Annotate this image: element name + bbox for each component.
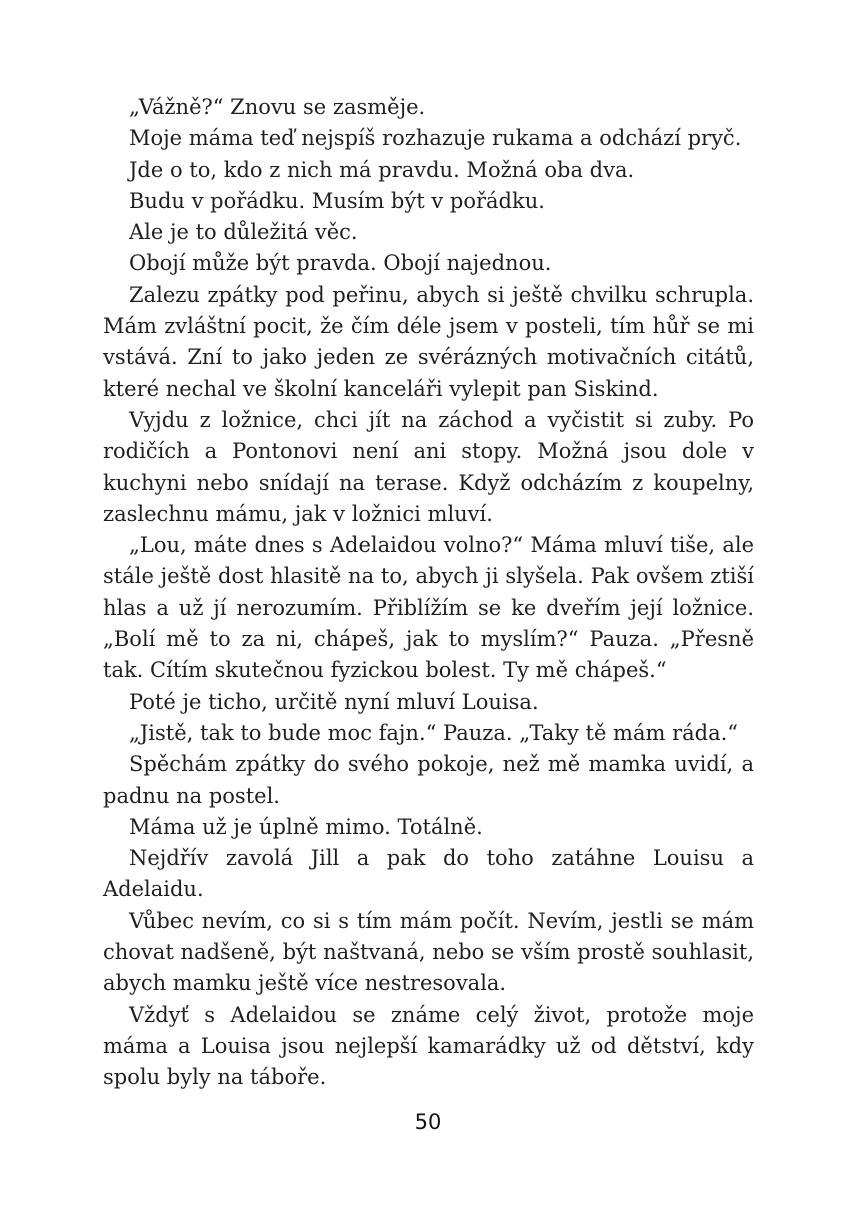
paragraph: Nejdřív zavolá Jill a pak do toho zatáhne Louisu a Adelaidu.: [103, 846, 754, 902]
paragraph: „Vážně?“ Znovu se zasměje.: [129, 95, 426, 119]
paragraph: „Jistě, tak to bude moc fajn.“ Pauza. „Taky tě mám ráda.“: [129, 720, 738, 745]
page-text: [103, 92, 754, 1094]
paragraph: Máma už je úplně mimo. Totálně.: [129, 814, 483, 839]
paragraph: Vůbec nevím, co si s tím mám počít. Nevím, jestli se mám chovat nadšeně, být naštvaná, nebo se vším prostě souhlasit, abych mamku ještě více nestresovala.: [103, 908, 754, 996]
paragraph: Moje máma teď nejspíš rozhazuje rukama a odchází pryč.: [129, 126, 742, 151]
page-number: 50: [414, 1110, 442, 1134]
paragraph: Spěchám zpátky do svého pokoje, než mě mamka uvidí, a padnu na postel.: [103, 752, 754, 808]
paragraph: Ale je to důležitá věc.: [129, 220, 358, 245]
paragraph: Zalezu zpátky pod peřinu, abych si ještě chvilku schrupla. Mám zvláštní pocit, že čím déle jsem v posteli, tím hůř se mi vstává. Zní to jako jeden ze svérázných motivačních citátů, které nechal ve školní kanceláři vylepit pan Siskind.: [103, 282, 754, 401]
paragraph: Jde o to, kdo z nich má pravdu. Možná oba dva.: [129, 157, 635, 182]
paragraph: Poté je ticho, určitě nyní mluví Louisa.: [129, 689, 539, 714]
paragraph: Vyjdu z ložnice, chci jít na záchod a vyčistit si zuby. Po rodičích a Pontonovi není ani stopy. Možná jsou dole v kuchyni nebo snídají na terase. Když odcházím z koupelny, zaslechnu mámu, jak v ložnici mluví.: [103, 407, 754, 526]
paragraph: Budu v pořádku. Musím být v pořádku.: [129, 188, 545, 213]
paragraph: „Lou, máte dnes s Adelaidou volno?“ Máma mluví tiše, ale stále ještě dost hlasitě na to, abych ji slyšela. Pak ovšem ztiší hlas a už jí nerozumím. Přiblížím se ke dveřím její ložnice. „Bolí mě to za ni, chápeš, jak to myslím?“ Pauza. „Přesně tak. Cítím skutečnou fyzickou bolest. Ty mě chápeš.“: [103, 533, 754, 683]
paragraph: Vždyť s Adelaidou se známe celý život, protože moje máma a Louisa jsou nejlepší kamarádky už od dětství, kdy spolu byly na táboře.: [103, 1002, 754, 1090]
paragraph: Obojí může být pravda. Obojí najednou.: [129, 251, 552, 276]
